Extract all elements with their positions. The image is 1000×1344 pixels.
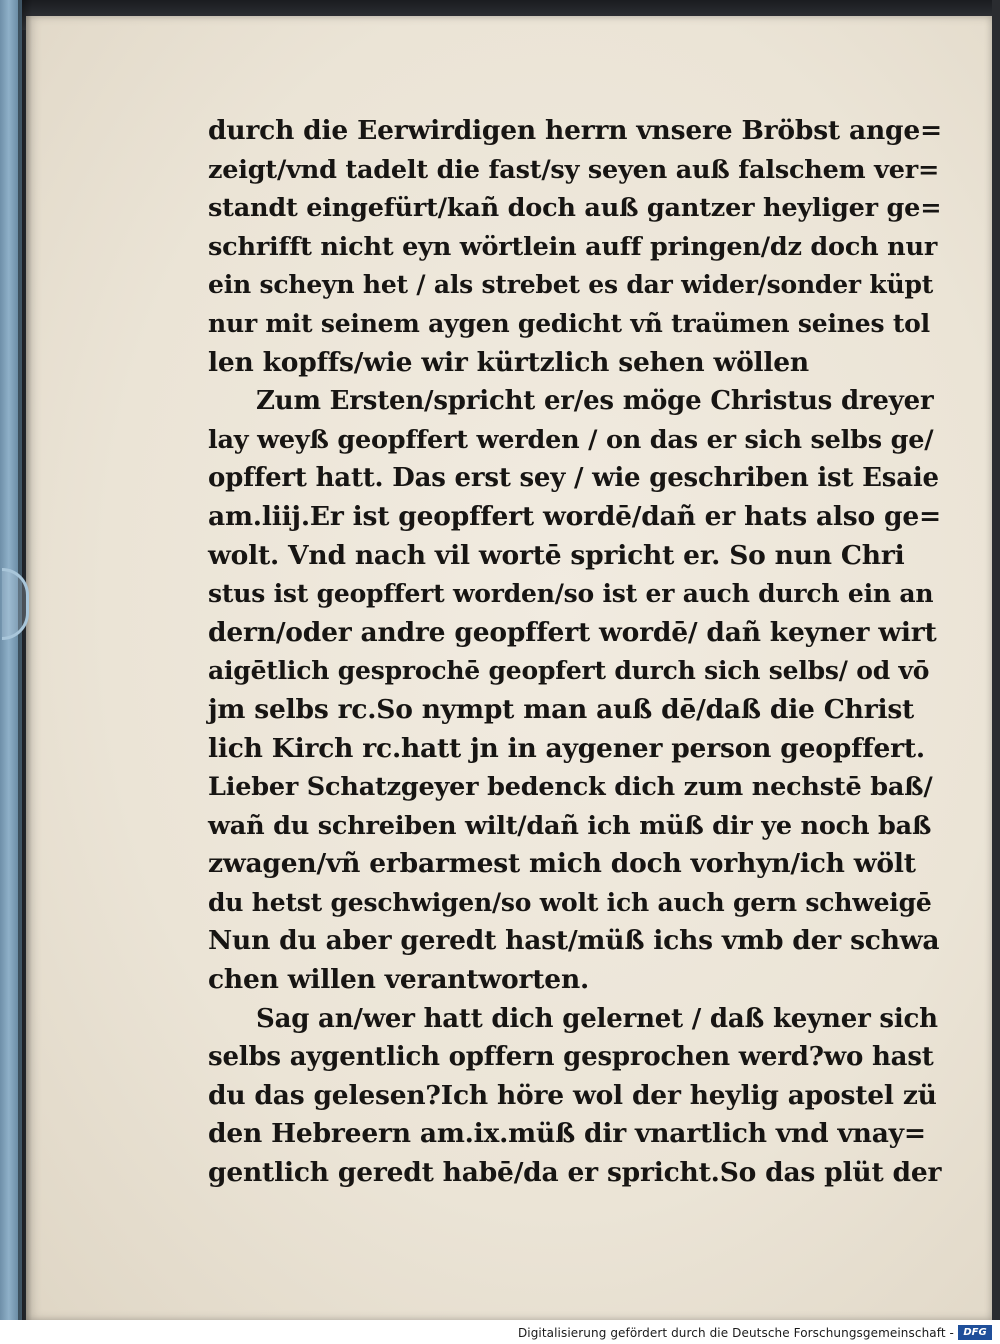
text-line: Zum Ersten/spricht er/es möge Christus dreyer bbox=[256, 386, 934, 417]
text-line: am.liij.Er ist geopffert wordē/dañ er hats also ge= bbox=[208, 500, 942, 532]
text-line: wañ du schreiben wilt/dañ ich müß dir ye noch baß bbox=[208, 810, 932, 841]
text-line: wolt. Vnd nach vil wortē spricht er. So nun Chri bbox=[208, 539, 905, 571]
text-line: du das gelesen?Ich höre wol der heylig apostel zü bbox=[208, 1079, 937, 1111]
text-line: durch die Eerwirdigen herrn vnsere Bröbst ange= bbox=[208, 115, 943, 146]
text-line: lich Kirch rc.hatt jn in aygener person geopffert. bbox=[208, 732, 925, 764]
text-line: dern/oder andre geopffert wordē/ dañ keyner wirt bbox=[208, 616, 937, 648]
text-line: stus ist geopffert worden/so ist er auch durch ein an bbox=[208, 579, 934, 609]
binding-shadow bbox=[18, 0, 32, 1344]
text-line: ein scheyn het / als strebet es dar wider/sonder küpt bbox=[208, 270, 934, 300]
text-line: lay weyß geopffert werden / on das er sich selbs ge/ bbox=[208, 424, 934, 455]
text-line: Lieber Schatzgeyer bedenck dich zum nechstē baß/ bbox=[208, 772, 933, 803]
text-line: opffert hatt. Das erst sey / wie geschriben ist Esaie bbox=[208, 463, 939, 494]
text-line: nur mit seinem aygen gedicht vñ traümen seines tol bbox=[208, 308, 930, 338]
text-line: len kopffs/wie wir kürtzlich sehen wöllen bbox=[208, 346, 810, 378]
right-edge bbox=[992, 0, 1000, 1344]
text-line: jm selbs rc.So nympt man auß dē/daß die Christ bbox=[208, 693, 915, 725]
dfg-logo-icon: DFG bbox=[958, 1325, 992, 1340]
text-line: zeigt/vnd tadelt die fast/sy seyen auß falschem ver= bbox=[208, 154, 940, 185]
body-text bbox=[208, 112, 943, 1193]
text-line: chen willen verantworten. bbox=[208, 964, 590, 996]
text-line: schrifft nicht eyn wörtlein auff pringen/dz doch nur bbox=[208, 231, 938, 262]
text-line: den Hebreern am.ix.müß dir vnartlich vnd vnay= bbox=[208, 1118, 926, 1150]
text-line: aigētlich gesprochē geopfert durch sich selbs/ od vō bbox=[208, 656, 930, 686]
text-line: du hetst geschwigen/so wolt ich auch gern schweigē bbox=[208, 887, 932, 917]
text-line: zwagen/vñ erbarmest mich doch vorhyn/ich wölt bbox=[208, 848, 916, 880]
text-line: selbs aygentlich opffern gesprochen werd?wo hast bbox=[208, 1042, 934, 1073]
paper-page bbox=[26, 16, 992, 1320]
text-line: standt eingefürt/kañ doch auß gantzer heyliger ge= bbox=[208, 193, 942, 224]
funding-credit: Digitalisierung gefördert durch die Deutsche Forschungsgemeinschaft - bbox=[517, 1326, 954, 1340]
text-line: gentlich geredt habē/da er spricht.So das plüt der bbox=[208, 1157, 942, 1189]
text-line: Nun du aber geredt hast/müß ichs vmb der schwa bbox=[208, 925, 940, 957]
footer-bar bbox=[0, 1320, 1000, 1344]
text-line: Sag an/wer hatt dich gelernet / daß keyner sich bbox=[256, 1003, 938, 1034]
